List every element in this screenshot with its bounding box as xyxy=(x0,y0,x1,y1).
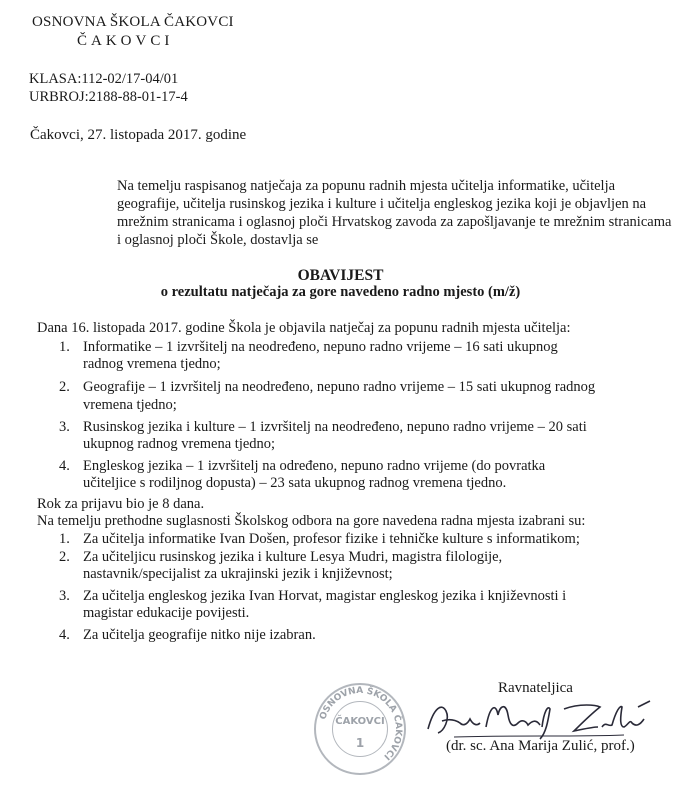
list-item-cont: nastavnik/specijalist za ukrajinski jezik i književnost; xyxy=(83,566,393,582)
consent-text: Na temelju prethodne suglasnosti Školskog odbora na gore navedena radna mjesta izabrani su: xyxy=(37,513,586,529)
intro-paragraph xyxy=(117,177,672,249)
list-number: 2. xyxy=(59,379,70,395)
deadline-text: Rok za prijavu bio je 8 dana. xyxy=(37,496,205,512)
intro-line: i oglasnoj ploči Škole, dostavlja se xyxy=(117,232,319,248)
intro-line: Na temelju raspisanog natječaja za popunu radnih mjesta učitelja informatike, učitelja xyxy=(117,178,616,194)
list-item-cont: vremena tjedno; xyxy=(83,397,177,413)
handwritten-signature xyxy=(424,697,656,743)
signatory-role: Ravnateljica xyxy=(498,680,573,696)
list-item: Za učitelja informatike Ivan Došen, profesor fizike i tehničke kulture s informatikom; xyxy=(83,531,580,547)
list-number: 4. xyxy=(59,627,70,643)
list-item: Za učiteljicu rusinskog jezika i kulture Lesya Mudri, magistra filologije, xyxy=(83,549,503,565)
stamp-center-text: ČAKOVCI xyxy=(335,716,385,727)
svg-text:OSNOVNA ŠKOLA ČAKOVCI: OSNOVNA ŠKOLA ČAKOVCI xyxy=(318,685,404,762)
announcement-text: Dana 16. listopada 2017. godine Škola je objavila natječaj za popunu radnih mjesta učitelja: xyxy=(37,320,571,336)
list-item: Za učitelja engleskog jezika Ivan Horvat, magistar engleskog jezika i književnosti i xyxy=(83,588,567,604)
list-number: 1. xyxy=(59,339,70,355)
urbroj-number: URBROJ:2188-88-01-17-4 xyxy=(29,89,188,105)
school-stamp xyxy=(314,683,406,775)
list-number: 1. xyxy=(59,531,70,547)
stamp-number: 1 xyxy=(355,736,365,750)
school-city: ČAKOVCI xyxy=(77,33,174,49)
list-item: Za učitelja geografije nitko nije izabran. xyxy=(83,627,316,643)
intro-line: geografije, učitelja rusinskog jezika i kulture i učitelja engleskog jezika koji je objavljen na xyxy=(117,196,647,212)
list-number: 3. xyxy=(59,588,70,604)
document-title: OBAVIJEST xyxy=(297,267,384,284)
document-date: Čakovci, 27. listopada 2017. godine xyxy=(30,127,247,143)
school-name: OSNOVNA ŠKOLA ČAKOVCI xyxy=(32,14,234,30)
list-item-cont: magistar edukacije povijesti. xyxy=(83,605,250,621)
list-item: Informatike – 1 izvršitelj na neodređeno, nepuno radno vrijeme – 16 sati ukupnog xyxy=(83,339,558,355)
list-item: Rusinskog jezika i kulture – 1 izvršitelj na neodređeno, nepuno radno vrijeme – 20 sati xyxy=(83,419,587,435)
list-number: 3. xyxy=(59,419,70,435)
signatory-name: (dr. sc. Ana Marija Zulić, prof.) xyxy=(446,738,635,754)
intro-line: mrežnim stranicama i oglasnoj ploči Hrvatskog zavoda za zapošljavanje te mrežnim stranicama xyxy=(117,214,672,230)
list-item: Engleskog jezika – 1 izvršitelj na određeno, nepuno radno vrijeme (do povratka xyxy=(83,458,546,474)
klasa-number: KLASA:112-02/17-04/01 xyxy=(29,71,179,87)
list-item-cont: ukupnog radnog vremena tjedno; xyxy=(83,436,276,452)
list-number: 2. xyxy=(59,549,70,565)
document-subtitle: o rezultatu natječaja za gore navedeno radno mjesto (m/ž) xyxy=(160,284,521,300)
list-number: 4. xyxy=(59,458,70,474)
list-item-cont: učiteljice s rodiljnog dopusta) – 23 sata ukupnog radnog vremena tjedno. xyxy=(83,475,507,491)
list-item: Geografije – 1 izvršitelj na neodređeno, nepuno radno vrijeme – 15 sati ukupnog radnog xyxy=(83,379,596,395)
list-item-cont: radnog vremena tjedno; xyxy=(83,356,221,372)
